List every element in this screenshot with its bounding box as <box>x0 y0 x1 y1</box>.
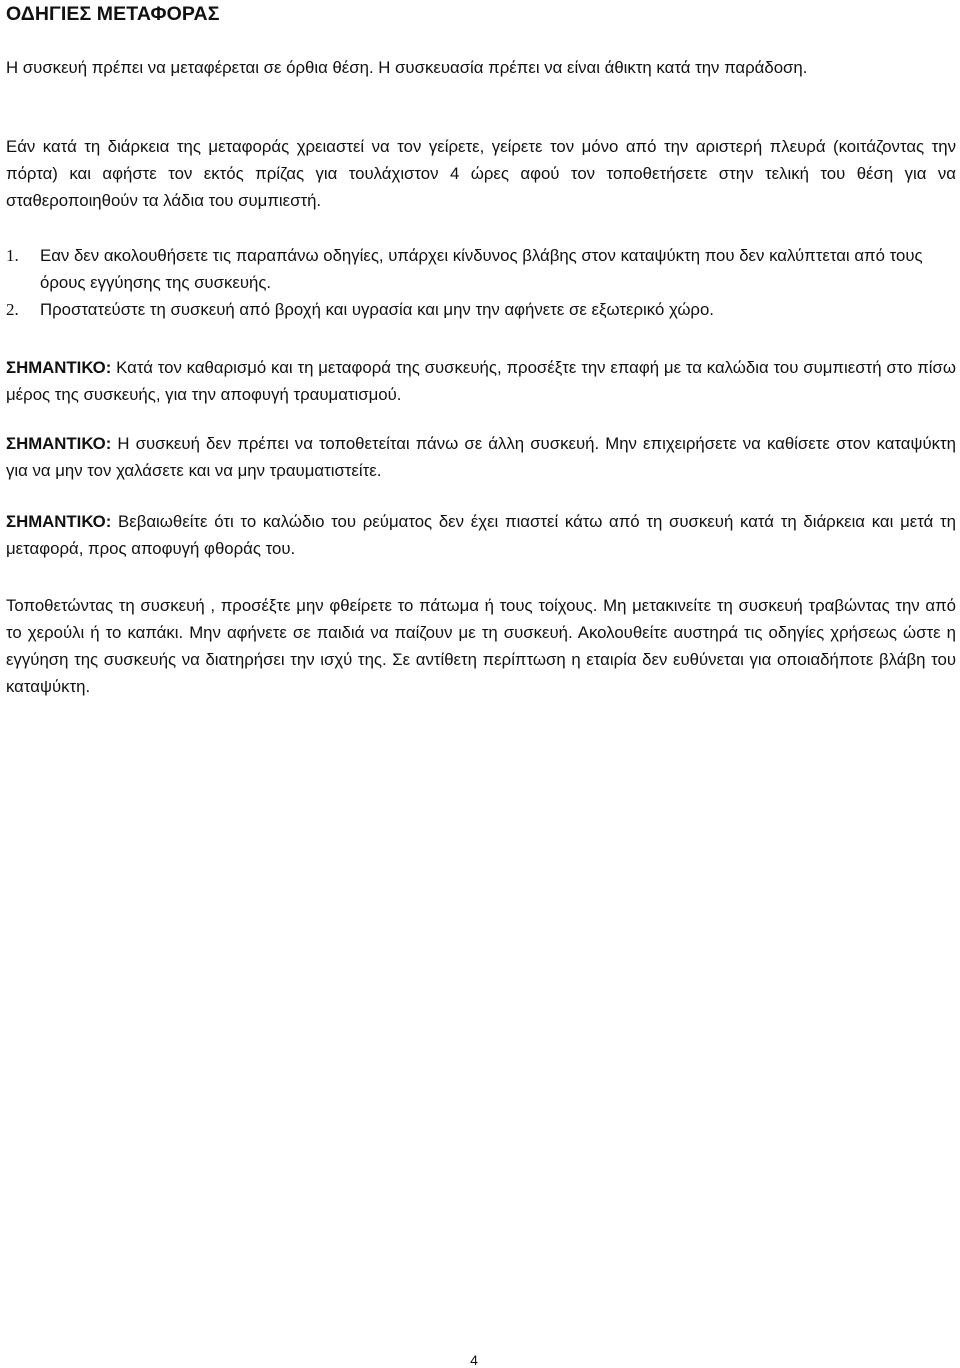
list-item-number: 1. <box>6 246 19 265</box>
important-label: ΣΗΜΑΝΤΙΚΟ: <box>6 434 112 453</box>
important-text: Κατά τον καθαρισμό και τη μεταφορά της συσκευής, προσέξτε την επαφή με τα καλώδια του συμπιεστή στο πίσω μέρος της συσκευής, για την αποφυγή τραυματισμού. <box>6 358 956 404</box>
list-item <box>6 242 956 296</box>
important-note-compressor-cables <box>6 354 956 408</box>
important-label: ΣΗΜΑΝΤΙΚΟ: <box>6 358 112 377</box>
paragraph-tilting-instructions: Εάν κατά τη διάρκεια της μεταφοράς χρειαστεί να τον γείρετε, γείρετε τον μόνο από την αριστερή πλευρά (κοιτάζοντας την πόρτα) και αφήστε τον εκτός πρίζας για τουλάχιστον 4 ώρες αφού τον τοποθετήσετε στην τελική του θέση για να σταθεροποιηθούν τα λάδια του συμπιεστή. <box>6 137 956 210</box>
list-item-text: Εαν δεν ακολουθήσετε τις παραπάνω οδηγίες, υπάρχει κίνδυνος βλάβης στον καταψύκτη που δεν καλύπτεται από τους όρους εγγύησης της συσκευής. <box>40 246 923 292</box>
important-text: Η συσκευή δεν πρέπει να τοποθετείται πάνω σε άλλη συσκευή. Μην επιχειρήσετε να καθίσετε στον καταψύκτη για να μην τον χαλάσετε και να μην τραυματιστείτε. <box>6 434 956 480</box>
list-item <box>6 296 956 323</box>
important-note-power-cable <box>6 508 956 562</box>
paragraph-upright-transport: Η συσκευή πρέπει να μεταφέρεται σε όρθια θέση. Η συσκευασία πρέπει να είναι άθικτη κατά την παράδοση. <box>6 58 808 77</box>
important-label: ΣΗΜΑΝΤΙΚΟ: <box>6 512 112 531</box>
paragraph-placement-warnings: Τοποθετώντας τη συσκευή , προσέξτε μην φθείρετε το πάτωμα ή τους τοίχους. Μη μετακινείτε τη συσκευή τραβώντας την από το χερούλι ή το καπάκι. Μην αφήνετε σε παιδιά να παίζουν με τη συσκευή. Ακολουθείτε αυστηρά τις οδηγίες χρήσεως ώστε η εγγύηση της συσκευής να διατηρήσει την ισχύ της. Σε αντίθετη περίπτωση η εταιρία δεν ευθύνεται για οποιαδήποτε βλάβη του καταψύκτη. <box>6 596 956 696</box>
list-item-text: Προστατεύστε τη συσκευή από βροχή και υγρασία και μην την αφήνετε σε εξωτερικό χώρο. <box>40 300 714 319</box>
page-number: 4 <box>470 1352 478 1368</box>
important-note-stacking <box>6 430 956 484</box>
page-title: ΟΔΗΓΙΕΣ ΜΕΤΑΦΟΡΑΣ <box>6 3 220 25</box>
important-text: Βεβαιωθείτε ότι το καλώδιο του ρεύματος δεν έχει πιαστεί κάτω από τη συσκευή κατά τη διάρκεια και μετά τη μεταφορά, προς αποφυγή φθοράς του. <box>6 512 956 558</box>
list-item-number: 2. <box>6 300 19 319</box>
numbered-list <box>6 242 956 323</box>
